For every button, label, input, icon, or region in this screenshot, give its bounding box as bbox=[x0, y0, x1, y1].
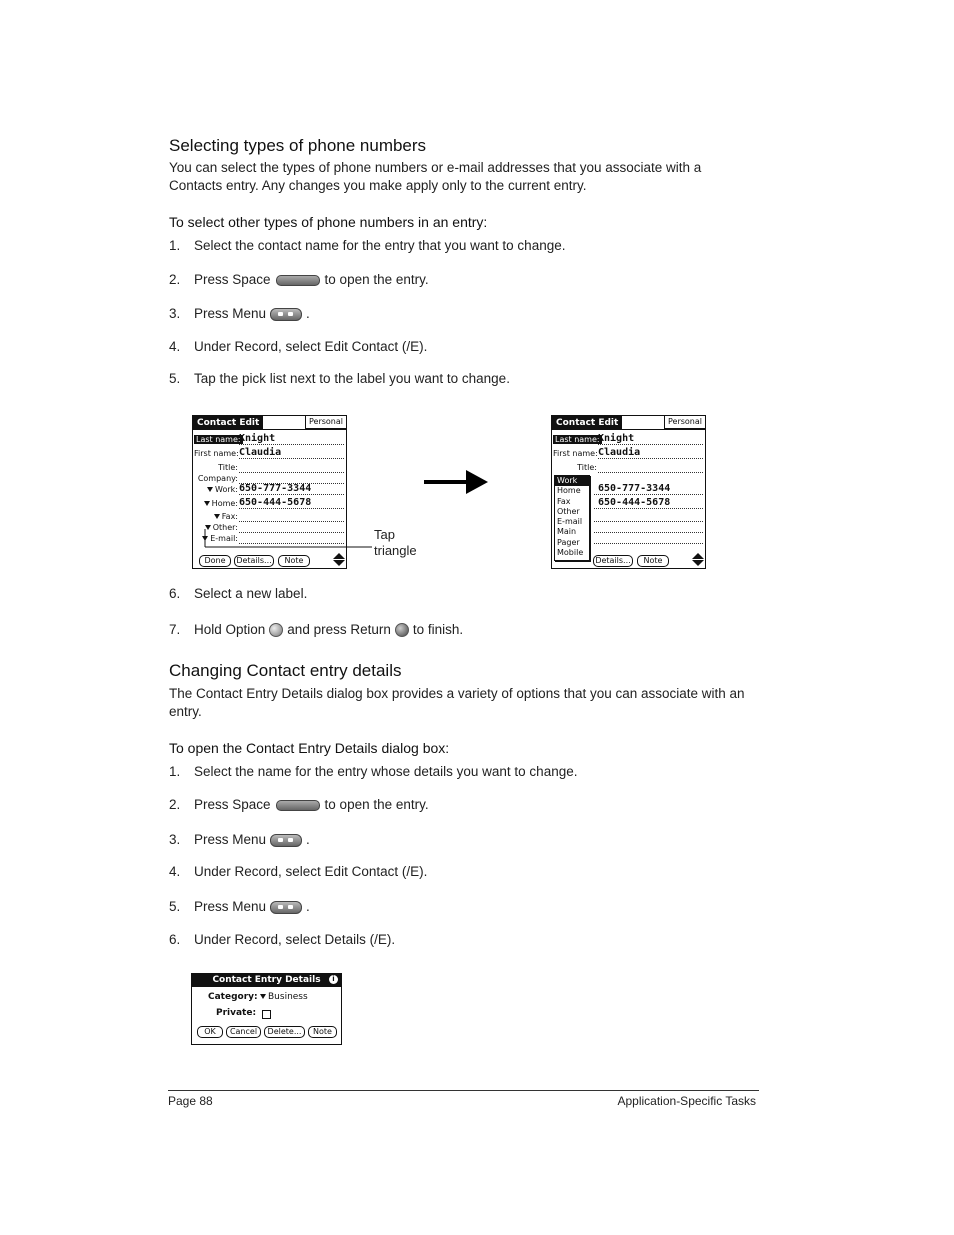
pick-list-item[interactable]: Main bbox=[557, 527, 577, 537]
menu-key-icon bbox=[270, 901, 302, 914]
pick-list-triangle-icon[interactable] bbox=[214, 514, 220, 519]
step-1: 1. Select the name for the entry whose details you want to change. bbox=[169, 764, 578, 779]
pick-list-triangle-icon[interactable] bbox=[204, 501, 210, 506]
done-button[interactable]: Done bbox=[199, 555, 231, 567]
info-icon[interactable]: i bbox=[329, 975, 338, 984]
pick-list-item[interactable]: Fax bbox=[557, 496, 571, 506]
pick-list-item[interactable]: Other bbox=[557, 506, 580, 516]
step-6: 6. Under Record, select Details (/E). bbox=[169, 932, 396, 947]
scroll-down-icon[interactable] bbox=[333, 560, 345, 566]
scroll-up-icon[interactable] bbox=[692, 553, 704, 559]
last-name-row[interactable]: Last name: Knight bbox=[552, 433, 705, 446]
home-row[interactable]: 650-444-5678 bbox=[552, 497, 705, 510]
step-6: 6. Select a new label. bbox=[169, 586, 308, 601]
work-row[interactable]: Work: 650-777-3344 bbox=[193, 483, 346, 496]
menu-key-icon bbox=[270, 308, 302, 321]
private-label: Private: bbox=[216, 1008, 257, 1018]
return-key-icon bbox=[395, 623, 409, 637]
footer-rule bbox=[168, 1090, 759, 1091]
contact-edit-screen-after bbox=[551, 415, 706, 569]
intro-paragraph: The Contact Entry Details dialog box provides a variety of options that you can associate with an entry. bbox=[169, 686, 745, 719]
chapter-title: Application-Specific Tasks bbox=[617, 1094, 756, 1108]
note-button[interactable]: Note bbox=[637, 555, 669, 567]
procedure-heading: To open the Contact Entry Details dialog box: bbox=[169, 740, 450, 756]
step-1: 1. Select the contact name for the entry that you want to change. bbox=[169, 238, 566, 253]
option-key-icon bbox=[269, 623, 283, 637]
section-heading: Changing Contact entry details bbox=[169, 661, 402, 680]
ok-button[interactable]: OK bbox=[197, 1026, 223, 1038]
email-row[interactable]: E-mail: bbox=[193, 532, 346, 545]
first-name-row[interactable]: First name: Claudia bbox=[193, 447, 346, 460]
menu-key-icon bbox=[270, 834, 302, 847]
category-picker[interactable]: Personal bbox=[305, 416, 346, 429]
step-3: 3. Press Menu . bbox=[169, 306, 310, 321]
company-row[interactable]: Company: bbox=[193, 472, 346, 485]
procedure-heading: To select other types of phone numbers in an entry: bbox=[169, 214, 488, 230]
pick-list-item[interactable]: Home bbox=[557, 486, 581, 496]
space-key-icon bbox=[276, 800, 320, 811]
dialog-title: Contact Entry Details i bbox=[192, 974, 341, 987]
delete-button[interactable]: Delete... bbox=[264, 1026, 305, 1038]
step-5: 5. Tap the pick list next to the label you want to change. bbox=[169, 371, 510, 386]
first-name-row[interactable]: First name: Claudia bbox=[552, 447, 705, 460]
pick-list-triangle-icon bbox=[260, 994, 266, 999]
step-2: 2. Press Space to open the entry. bbox=[169, 272, 429, 287]
other-row[interactable]: Other: bbox=[193, 521, 346, 534]
pick-list-item[interactable]: Work bbox=[555, 476, 589, 486]
category-picker[interactable]: Business bbox=[260, 992, 308, 1002]
label-pick-list[interactable] bbox=[554, 475, 590, 561]
title-row[interactable]: Title: bbox=[193, 461, 346, 474]
step-5: 5. Press Menu . bbox=[169, 899, 310, 914]
home-row[interactable]: Home: 650-444-5678 bbox=[193, 497, 346, 510]
right-arrow-icon bbox=[422, 467, 492, 497]
private-checkbox[interactable] bbox=[262, 1010, 271, 1019]
contact-entry-details-dialog bbox=[191, 973, 342, 1045]
note-button[interactable]: Note bbox=[308, 1026, 337, 1038]
step-4: 4. Under Record, select Edit Contact (/E). bbox=[169, 339, 428, 354]
fax-row[interactable]: Fax: bbox=[193, 510, 346, 523]
callout-leader bbox=[196, 525, 376, 555]
pick-list-triangle-icon[interactable] bbox=[207, 487, 213, 492]
details-button[interactable]: Details... bbox=[593, 555, 633, 567]
screen-title: Contact Edit bbox=[193, 416, 263, 430]
section-heading: Selecting types of phone numbers bbox=[169, 136, 427, 155]
category-label: Category: bbox=[208, 992, 258, 1002]
pick-list-item[interactable]: E-mail bbox=[557, 517, 583, 527]
work-row[interactable]: 650-777-3344 bbox=[552, 483, 705, 496]
note-button[interactable]: Note bbox=[278, 555, 310, 567]
pick-list-item[interactable]: Pager bbox=[557, 537, 580, 547]
pick-list-item[interactable]: Mobile bbox=[557, 548, 584, 558]
space-key-icon bbox=[276, 275, 320, 286]
title-row[interactable]: Title: bbox=[552, 461, 705, 474]
step-3: 3. Press Menu . bbox=[169, 832, 310, 847]
category-picker[interactable]: Personal bbox=[664, 416, 705, 429]
scroll-down-icon[interactable] bbox=[692, 560, 704, 566]
page-number: Page 88 bbox=[168, 1094, 213, 1108]
step-4: 4. Under Record, select Edit Contact (/E). bbox=[169, 864, 428, 879]
details-button[interactable]: Details... bbox=[234, 555, 274, 567]
step-2: 2. Press Space to open the entry. bbox=[169, 797, 429, 812]
last-name-row[interactable]: Last name: Knight bbox=[193, 433, 346, 446]
callout-label: Tap triangle bbox=[374, 527, 417, 558]
intro-paragraph: You can select the types of phone numbers or e-mail addresses that you associate with a Contacts entry. Any changes you make apply only to the current entry. bbox=[169, 160, 702, 193]
screen-title: Contact Edit bbox=[552, 416, 622, 430]
cancel-button[interactable]: Cancel bbox=[226, 1026, 261, 1038]
step-7: 7. Hold Option and press Return to finish. bbox=[169, 622, 464, 637]
